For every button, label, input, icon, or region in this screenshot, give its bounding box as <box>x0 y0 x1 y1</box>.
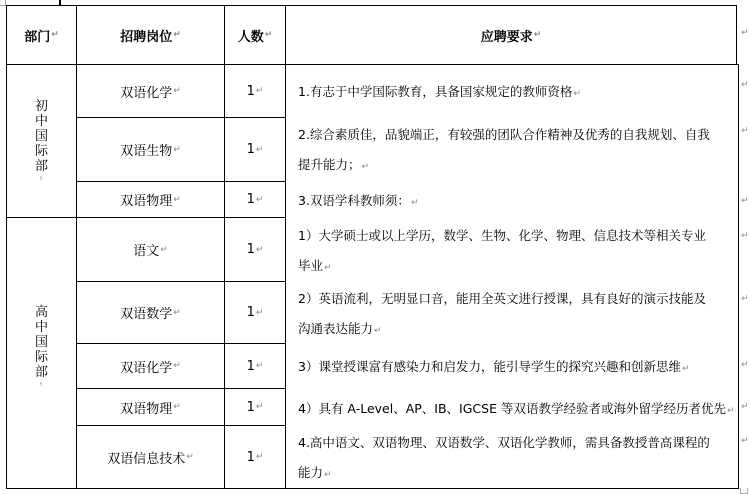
paragraph-mark-icon: ↵ <box>173 30 181 40</box>
header-count <box>224 5 286 65</box>
position-title: 双语物理 <box>120 401 173 417</box>
requirement-line <box>298 256 332 274</box>
dept-char: 中 <box>34 114 48 129</box>
position-title: 语文 <box>133 244 160 259</box>
requirement-line <box>298 319 382 337</box>
row-end-mark-icon: ↵ <box>741 402 749 412</box>
count-cell <box>224 425 286 489</box>
header-position <box>76 5 225 65</box>
requirement-line <box>298 433 710 451</box>
position-title: 双语化学 <box>120 360 173 376</box>
paragraph-mark-icon: ↵ <box>264 30 273 40</box>
paragraph-mark-icon: ↵ <box>173 144 181 155</box>
paragraph-mark-icon: ↵ <box>573 89 581 99</box>
position-count: 1 <box>246 305 255 320</box>
position-count: 1 <box>246 83 255 99</box>
dept-char: 部 <box>34 365 48 380</box>
requirement-text: 2.综合素质佳，品貌端正，有较强的团队合作精神及优秀的自我规划、自我 <box>298 127 710 142</box>
count-cell <box>224 117 286 182</box>
header-department-label: 部门 <box>24 29 51 45</box>
requirement-line <box>298 357 690 375</box>
position-count: 1 <box>246 242 255 257</box>
position-title: 双语物理 <box>120 194 173 209</box>
cell-end-mark-icon: ᵗ <box>40 176 43 186</box>
position-cell <box>76 181 225 218</box>
paragraph-mark-icon: ↵ <box>160 244 168 255</box>
position-title: 双语信息技术 <box>107 451 186 467</box>
requirement-line <box>298 82 581 100</box>
position-title: 双语数学 <box>120 307 173 322</box>
requirement-text: 沟通表达能力 <box>298 321 374 336</box>
dept-char: 部 <box>34 159 48 174</box>
count-cell <box>224 181 286 218</box>
cell-end-mark-icon: ᵗ <box>40 382 43 392</box>
paragraph-mark-icon: ↵ <box>255 307 264 318</box>
count-cell <box>224 388 286 426</box>
position-cell <box>76 425 225 489</box>
requirement-line <box>298 289 706 307</box>
paragraph-mark-icon: ↵ <box>374 326 382 336</box>
position-cell <box>76 117 225 182</box>
paragraph-mark-icon: ↵ <box>681 364 690 374</box>
dept-char: 高 <box>34 305 48 320</box>
paragraph-mark-icon: ↵ <box>255 402 264 412</box>
requirement-text: 提升能力； <box>298 157 361 172</box>
paragraph-mark-icon: ↵ <box>173 86 181 96</box>
row-end-mark-icon: ↵ <box>741 196 749 206</box>
header-requirements <box>285 5 737 65</box>
table-end-mark <box>740 488 748 494</box>
row-end-mark-icon: ↵ <box>741 436 749 446</box>
dept-char: 中 <box>34 320 48 335</box>
paragraph-mark-icon: ↵ <box>173 194 181 205</box>
requirements-cell <box>285 64 739 489</box>
position-count: 1 <box>246 192 255 207</box>
paragraph-mark-icon: ↵ <box>186 452 194 462</box>
dept-char: 国 <box>34 335 48 350</box>
paragraph-mark-icon: ↵ <box>324 470 332 480</box>
header-position-label: 招聘岗位 <box>120 29 173 45</box>
position-title: 双语生物 <box>120 144 173 159</box>
requirement-text: 毕业 <box>298 258 324 273</box>
requirement-text: 能力 <box>298 465 324 480</box>
position-count: 1 <box>246 142 255 157</box>
count-cell <box>224 343 286 389</box>
paragraph-mark-icon: ↵ <box>324 263 332 273</box>
department-senior-international <box>6 217 77 489</box>
department-junior-international <box>6 64 77 218</box>
dept-char: 际 <box>34 350 48 365</box>
paragraph-mark-icon: ↵ <box>533 30 542 40</box>
paragraph-mark-icon: ↵ <box>173 361 181 371</box>
requirement-text: 3.双语学科教师须： <box>298 193 410 208</box>
position-cell <box>76 343 225 389</box>
paragraph-mark-icon: ↵ <box>173 402 181 412</box>
paragraph-mark-icon: ↵ <box>410 198 419 208</box>
count-cell <box>224 217 286 282</box>
requirement-line <box>298 125 710 143</box>
dept-char: 初 <box>34 99 48 114</box>
requirement-text: 3）课堂授课富有感染力和启发力，能引导学生的探究兴趣和创新思维 <box>298 359 681 374</box>
dept-char: 国 <box>34 129 48 144</box>
header-department <box>6 5 77 65</box>
row-end-mark-icon: ↵ <box>741 360 749 370</box>
position-cell <box>76 281 225 344</box>
requirement-line <box>298 463 332 481</box>
requirement-text: 4.高中语文、双语物理、双语数学、双语化学教师，需具备教授普高课程的 <box>298 435 710 450</box>
position-count: 1 <box>246 449 255 465</box>
dept-char: 际 <box>34 144 48 159</box>
header-count-label: 人数 <box>237 29 264 45</box>
paragraph-mark-icon: ↵ <box>255 361 264 371</box>
paragraph-mark-icon: ↵ <box>255 86 264 96</box>
requirement-text: 2）英语流利，无明显口音，能用全英文进行授课，具有良好的演示技能及 <box>298 291 706 306</box>
paragraph-mark-icon: ↵ <box>255 144 264 155</box>
row-end-mark-icon: ↵ <box>741 231 749 241</box>
count-cell <box>224 281 286 344</box>
row-end-mark-icon: ↵ <box>741 28 749 38</box>
paragraph-mark-icon: ↵ <box>255 194 264 205</box>
requirement-text: 1）大学硕士或以上学历，数学、生物、化学、物理、信息技术等相关专业 <box>298 228 706 243</box>
paragraph-mark-icon: ↵ <box>255 452 264 462</box>
paragraph-mark-icon: ↵ <box>173 307 181 318</box>
header-requirements-label: 应聘要求 <box>480 29 533 45</box>
position-cell <box>76 388 225 426</box>
row-end-mark-icon: ↵ <box>741 80 749 90</box>
row-end-mark-icon: ↵ <box>741 294 749 304</box>
paragraph-mark-icon: ↵ <box>255 244 264 255</box>
requirement-line <box>298 155 369 173</box>
position-cell <box>76 64 225 118</box>
requirement-line <box>298 399 735 417</box>
position-cell <box>76 217 225 282</box>
position-count: 1 <box>246 399 255 415</box>
row-end-mark-icon: ↵ <box>741 126 749 136</box>
requirement-text: 1.有志于中学国际教育，具备国家规定的教师资格 <box>298 84 573 99</box>
count-cell <box>224 64 286 118</box>
requirement-line <box>298 191 418 209</box>
paragraph-mark-icon: ↵ <box>361 162 370 172</box>
paragraph-mark-icon: ↵ <box>726 406 735 416</box>
position-count: 1 <box>246 358 255 374</box>
requirement-text: 4）具有 A-Level、AP、IB、IGCSE 等双语教学经验者或海外留学经历者优先 <box>298 401 726 416</box>
requirement-line <box>298 226 706 244</box>
paragraph-mark-icon: ↵ <box>51 30 59 40</box>
position-title: 双语化学 <box>120 85 173 101</box>
